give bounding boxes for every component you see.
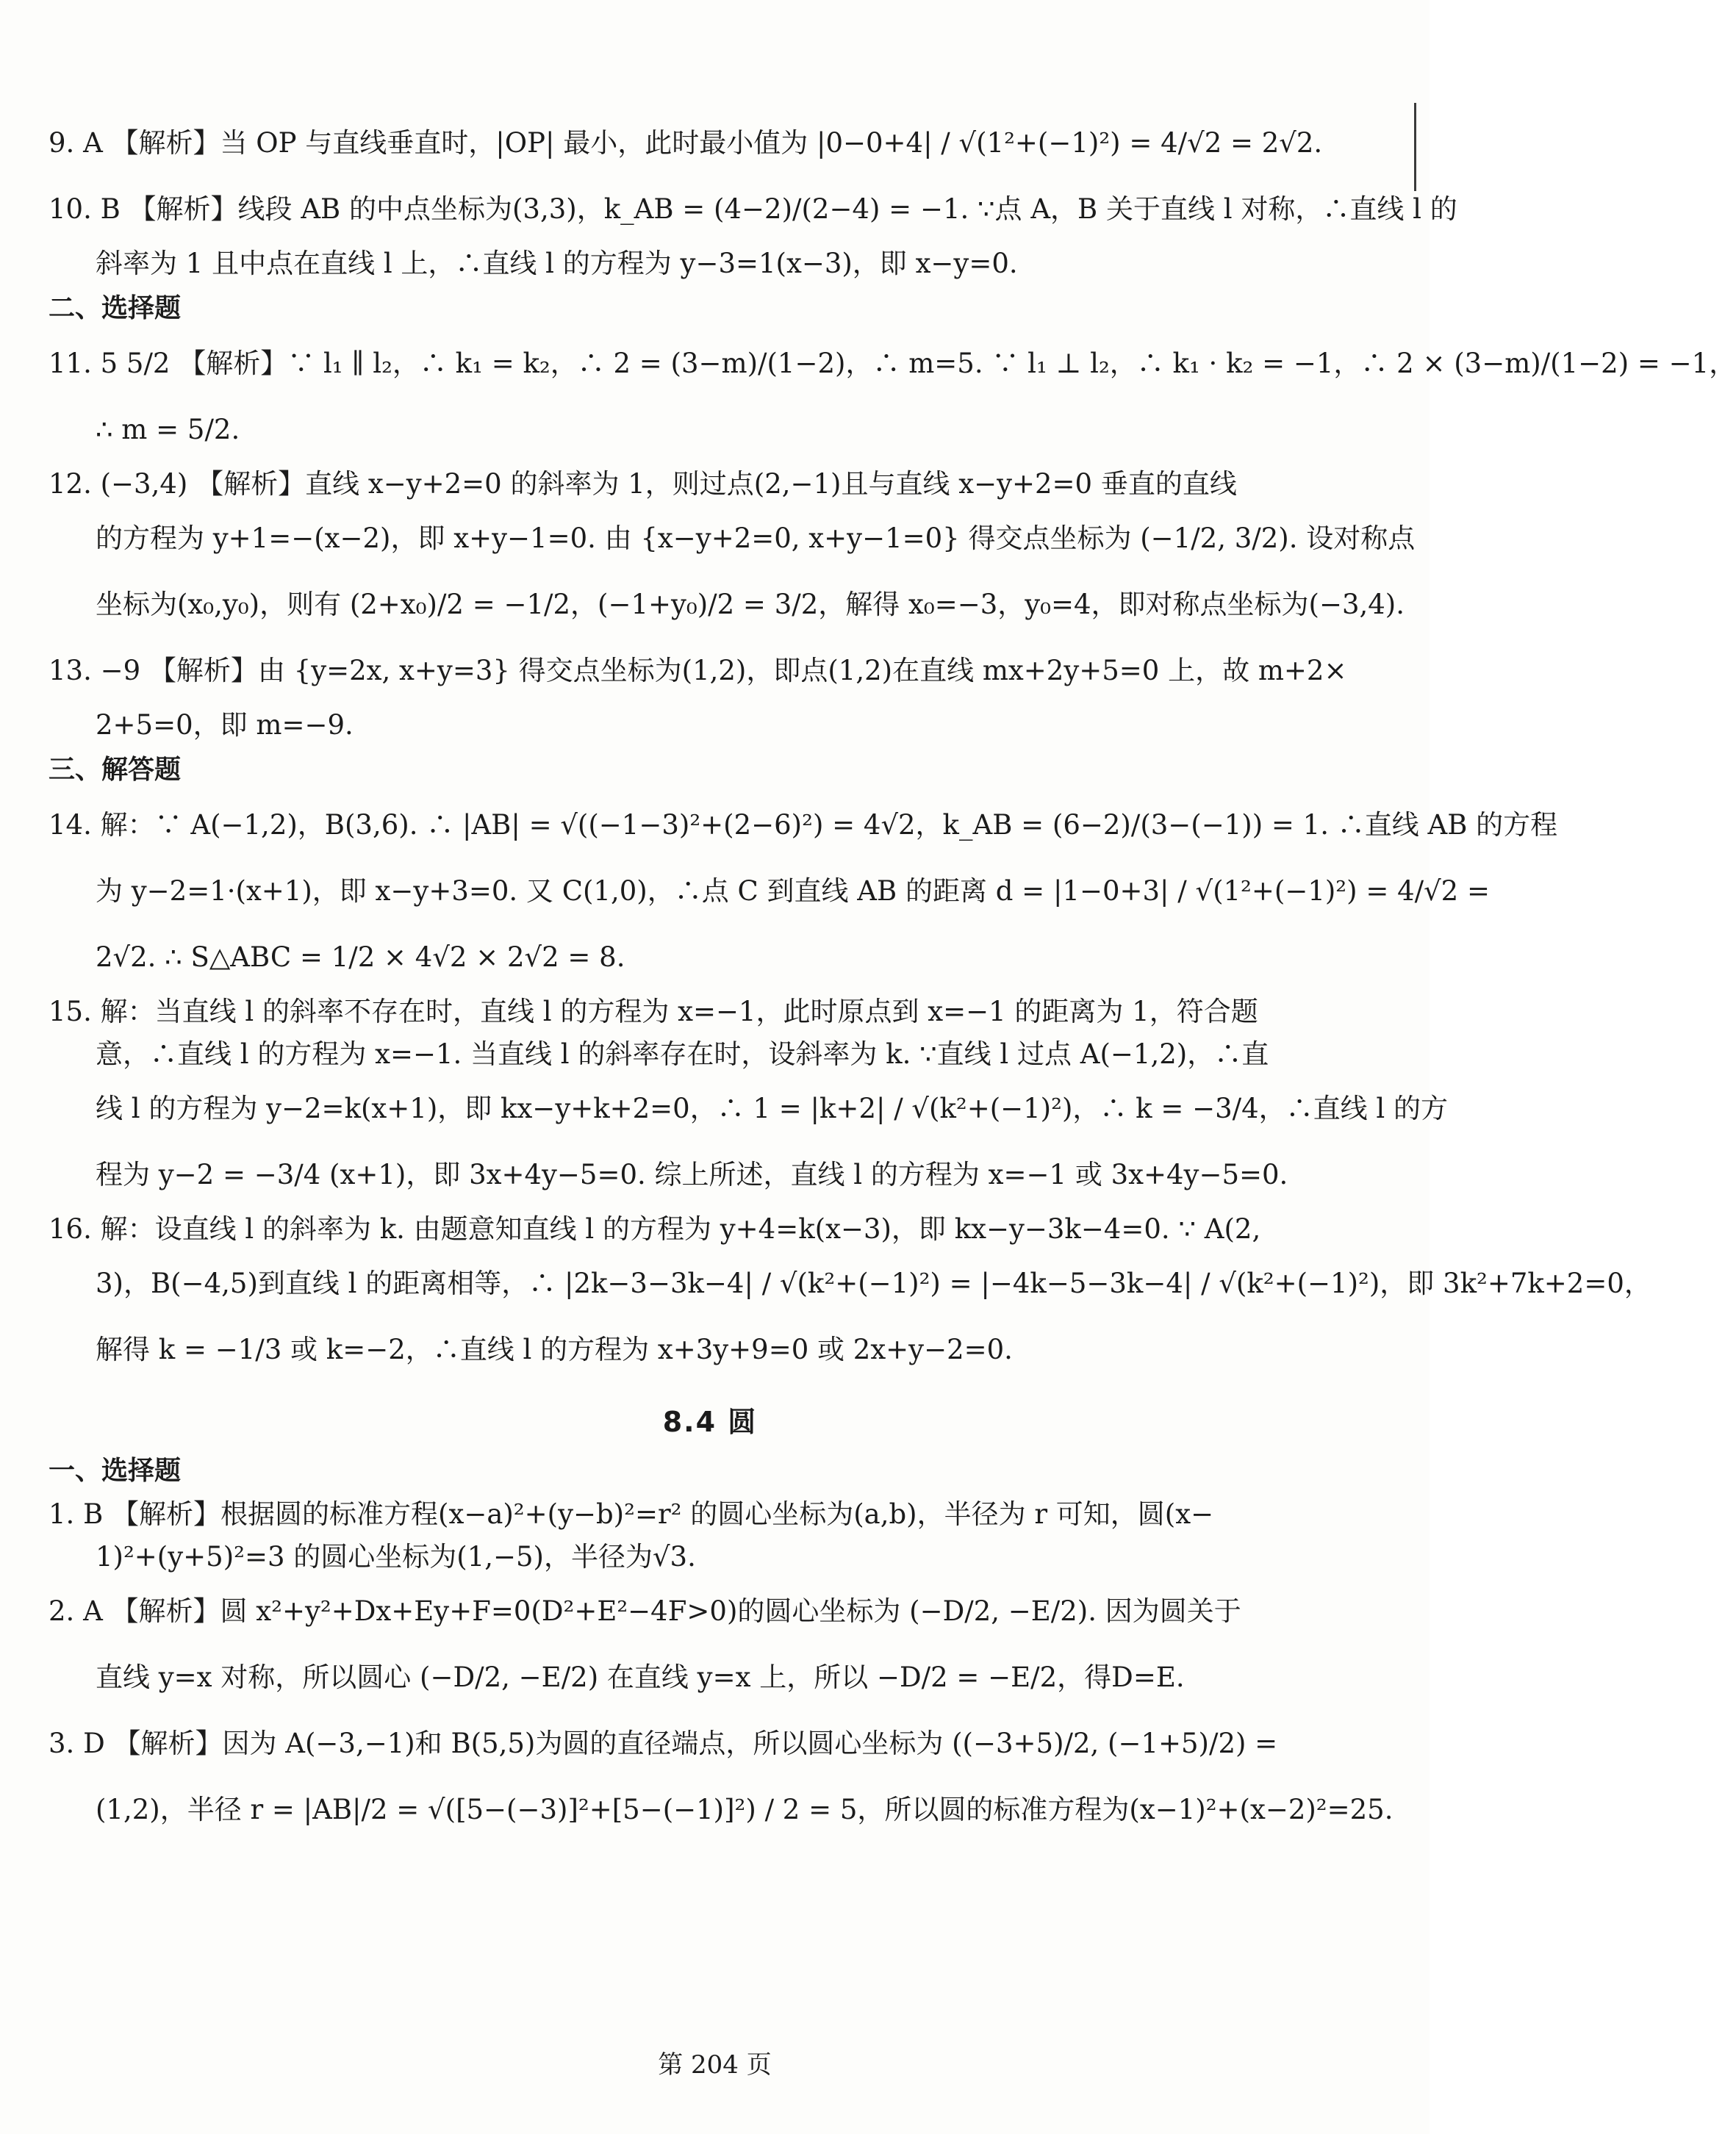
page-content — [49, 110, 1736, 1843]
answer-11-cont: ∴ m = 5/2. — [96, 414, 240, 445]
answer-16-cont-2: 解得 k = −1/3 或 k=−2，∴直线 l 的方程为 x+3y+9=0 或 2x+y−2=0. — [96, 1334, 1013, 1365]
answer-15: 15. 解：当直线 l 的斜率不存在时，直线 l 的方程为 x=−1，此时原点到 x=−1 的距离为 1，符合题 — [49, 996, 1258, 1027]
answer-14-cont-2: 2√2. ∴ S△ABC = 1/2 × 4√2 × 2√2 = 8. — [96, 941, 625, 973]
answer-10-cont: 斜率为 1 且中点在直线 l 上，∴直线 l 的方程为 y−3=1(x−3)，即 x−y=0. — [96, 248, 1018, 279]
section-heading-answer: 三、解答题 — [49, 755, 182, 785]
answer-16: 16. 解：设直线 l 的斜率为 k. 由题意知直线 l 的方程为 y+4=k(x−3)，即 kx−y−3k−4=0. ∵ A(2, — [49, 1213, 1261, 1245]
answer-14-cont-1: 为 y−2=1·(x+1)，即 x−y+3=0. 又 C(1,0)，∴点 C 到直线 AB 的距离 d = |1−0+3| / √(1²+(−1)²) = 4/√2 = — [96, 875, 1490, 907]
answer-12-cont-2: 坐标为(x₀,y₀)，则有 (2+x₀)/2 = −1/2，(−1+y₀)/2 = 3/2，解得 x₀=−3，y₀=4，即对称点坐标为(−3,4). — [96, 589, 1405, 620]
circle-answer-1-cont: 1)²+(y+5)²=3 的圆心坐标为(1,−5)，半径为√3. — [96, 1541, 696, 1573]
subsection-title: 8.4 圆 — [662, 1406, 758, 1438]
edge-mark — [1414, 103, 1416, 191]
answer-15-cont-2: 线 l 的方程为 y−2=k(x+1)，即 kx−y+k+2=0，∴ 1 = |k+2| / √(k²+(−1)²)，∴ k = −3/4，∴直线 l 的方 — [96, 1093, 1448, 1124]
section-heading-choice-2: 一、选择题 — [49, 1456, 182, 1486]
section-heading-choice: 二、选择题 — [49, 293, 182, 323]
circle-answer-3: 3. D 【解析】因为 A(−3,−1)和 B(5,5)为圆的直径端点，所以圆心坐标为 ((−3+5)/2, (−1+5)/2) = — [49, 1728, 1278, 1759]
answer-14: 14. 解：∵ A(−1,2)，B(3,6). ∴ |AB| = √((−1−3)²+(2−6)²) = 4√2，k_AB = (6−2)/(3−(−1)) = 1. ∴直线 AB 的方程 — [49, 809, 1558, 841]
answer-16-cont-1: 3)，B(−4,5)到直线 l 的距离相等，∴ |2k−3−3k−4| / √(k²+(−1)²) = |−4k−5−3k−4| / √(k²+(−1)²)，即 3k²+7k+2=0， — [96, 1268, 1651, 1299]
circle-answer-2-cont: 直线 y=x 对称，所以圆心 (−D/2, −E/2) 在直线 y=x 上，所以 −D/2 = −E/2，得D=E. — [96, 1661, 1185, 1693]
answer-12: 12. (−3,4) 【解析】直线 x−y+2=0 的斜率为 1，则过点(2,−1)且与直线 x−y+2=0 垂直的直线 — [49, 468, 1237, 500]
page-number: 第 204 页 — [658, 2050, 772, 2080]
circle-answer-1: 1. B 【解析】根据圆的标准方程(x−a)²+(y−b)²=r² 的圆心坐标为(a,b)，半径为 r 可知，圆(x− — [49, 1498, 1214, 1530]
answer-9: 9. A 【解析】当 OP 与直线垂直时，|OP| 最小，此时最小值为 |0−0+4| / √(1²+(−1)²) = 4/√2 = 2√2. — [49, 127, 1323, 159]
answer-15-cont-3: 程为 y−2 = −3/4 (x+1)，即 3x+4y−5=0. 综上所述，直线 l 的方程为 x=−1 或 3x+4y−5=0. — [96, 1159, 1288, 1190]
answer-13-cont: 2+5=0，即 m=−9. — [96, 709, 354, 741]
circle-answer-3-cont: (1,2)，半径 r = |AB|/2 = √([5−(−3)]²+[5−(−1)]²) / 2 = 5，所以圆的标准方程为(x−1)²+(x−2)²=25. — [96, 1794, 1394, 1825]
answer-11: 11. 5 5/2 【解析】∵ l₁ ∥ l₂，∴ k₁ = k₂，∴ 2 = (3−m)/(1−2)，∴ m=5. ∵ l₁ ⊥ l₂，∴ k₁ · k₂ = −1，∴ 2 × (3−m)/(1−2) = −1， — [49, 348, 1736, 379]
circle-answer-2: 2. A 【解析】圆 x²+y²+Dx+Ey+F=0(D²+E²−4F>0)的圆心坐标为 (−D/2, −E/2). 因为圆关于 — [49, 1595, 1241, 1627]
answer-12-cont-1: 的方程为 y+1=−(x−2)，即 x+y−1=0. 由 {x−y+2=0, x+y−1=0} 得交点坐标为 (−1/2, 3/2). 设对称点 — [96, 522, 1416, 554]
answer-13: 13. −9 【解析】由 {y=2x, x+y=3} 得交点坐标为(1,2)，即点(1,2)在直线 mx+2y+5=0 上，故 m+2× — [49, 655, 1347, 686]
answer-15-cont-1: 意，∴直线 l 的方程为 x=−1. 当直线 l 的斜率存在时，设斜率为 k. ∵直线 l 过点 A(−1,2)，∴直 — [96, 1038, 1269, 1070]
answer-10: 10. B 【解析】线段 AB 的中点坐标为(3,3)，k_AB = (4−2)/(2−4) = −1. ∵点 A，B 关于直线 l 对称，∴直线 l 的 — [49, 193, 1457, 225]
